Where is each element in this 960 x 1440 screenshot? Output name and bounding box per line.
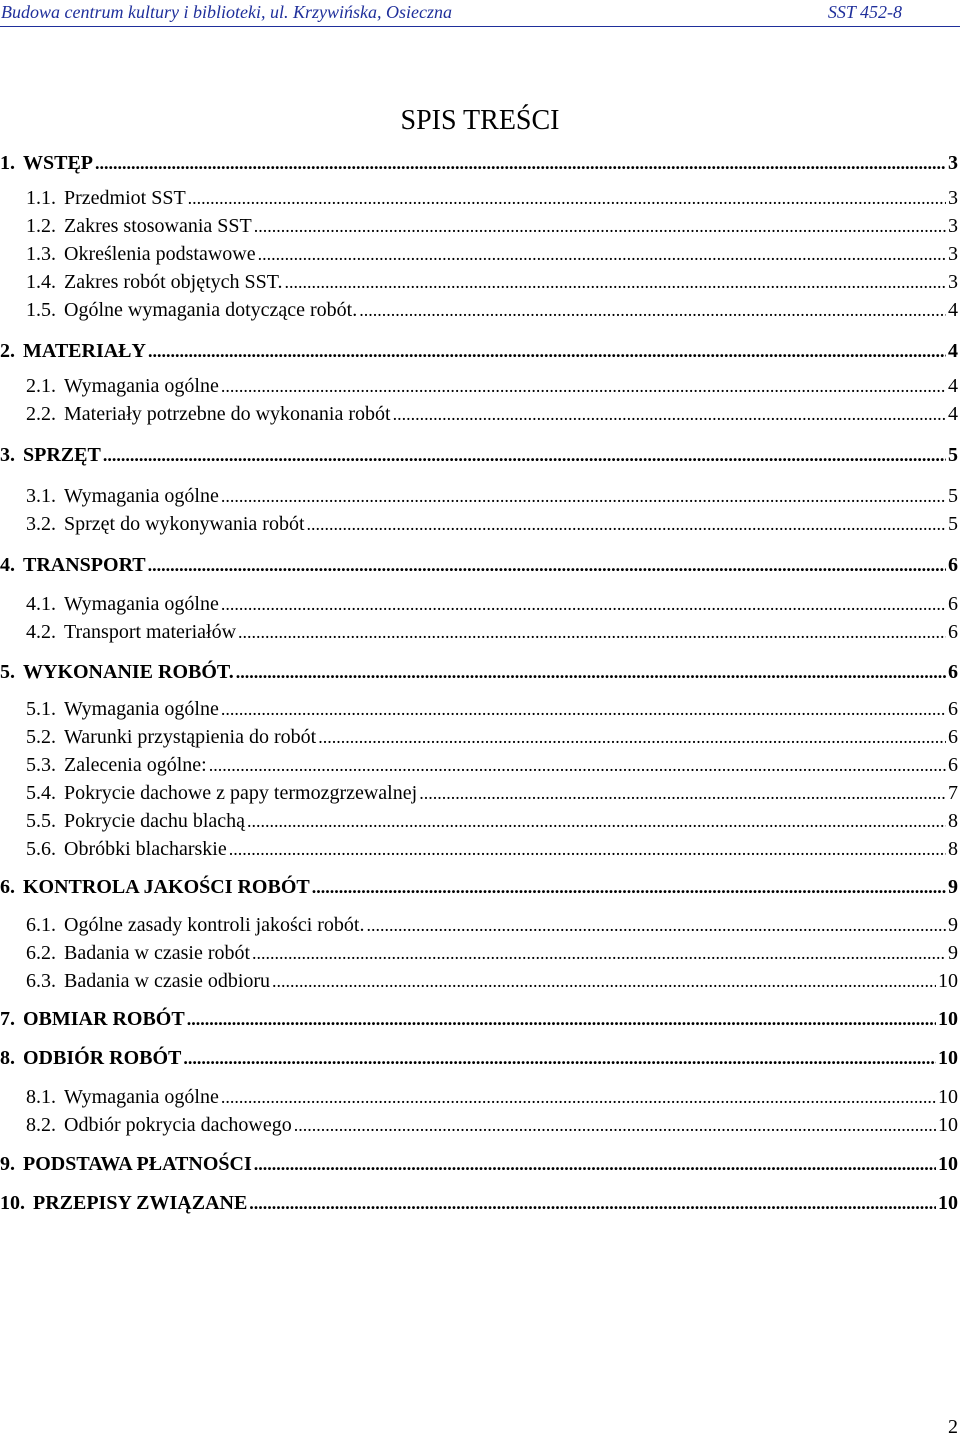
dot-leader <box>249 1189 936 1217</box>
toc-entry-number: 5.4. <box>26 782 56 804</box>
toc-entry-page: 4 <box>948 299 958 321</box>
toc-entry-page: 10 <box>938 1192 958 1214</box>
toc-subsection-entry[interactable] <box>0 911 958 939</box>
toc-entry-page: 10 <box>938 1008 958 1030</box>
toc-entry-number: 2. <box>0 340 15 362</box>
toc-entry-page: 6 <box>948 754 958 776</box>
toc-entry-number: 6.3. <box>26 970 56 992</box>
toc-entry-page: 9 <box>948 942 958 964</box>
toc-entry-number: 4. <box>0 554 15 576</box>
toc-entry-number: 5.6. <box>26 838 56 860</box>
toc-entry-number: 2.1. <box>26 375 56 397</box>
toc-subsection-entry[interactable] <box>0 184 958 212</box>
toc-entry-page: 4 <box>948 375 958 397</box>
toc-entry-number: 6.1. <box>26 914 56 936</box>
toc-subsection-entry[interactable] <box>0 835 958 863</box>
dot-leader <box>221 1083 936 1111</box>
dot-leader <box>188 184 946 212</box>
dot-leader <box>221 695 946 723</box>
toc-entry-number: 1.1. <box>26 187 56 209</box>
dot-leader <box>258 240 946 268</box>
toc-entry-label: SPRZĘT <box>23 444 101 466</box>
dot-leader <box>312 873 946 901</box>
toc-entry-number: 1. <box>0 152 15 174</box>
toc-entry-label: Warunki przystąpienia do robót <box>64 726 317 748</box>
toc-entry-page: 6 <box>948 621 958 643</box>
toc-subsection-entry[interactable] <box>0 240 958 268</box>
toc-entry-label: Odbiór pokrycia dachowego <box>64 1114 292 1136</box>
toc-subsection-entry[interactable] <box>0 400 958 428</box>
dot-leader <box>359 296 946 324</box>
toc-subsection-entry[interactable] <box>0 807 958 835</box>
toc-entry-label: Badania w czasie odbioru <box>64 970 271 992</box>
toc-entry-label: Transport materiałów <box>64 621 237 643</box>
toc-entry-page: 6 <box>948 593 958 615</box>
toc-subsection-entry[interactable] <box>0 1111 958 1139</box>
toc-subsection-entry[interactable] <box>0 939 958 967</box>
toc-entry-page: 6 <box>948 698 958 720</box>
toc-subsection-entry[interactable] <box>0 695 958 723</box>
toc-subsection-entry[interactable] <box>0 482 958 510</box>
toc-entry-label: Pokrycie dachowe z papy termozgrzewalnej <box>64 782 418 804</box>
toc-entry-label: WSTĘP <box>23 152 94 174</box>
toc-entry-page: 9 <box>948 876 958 898</box>
toc-entry-page: 3 <box>948 215 958 237</box>
toc-entry-label: KONTROLA JAKOŚCI ROBÓT <box>23 876 310 898</box>
toc-entry-number: 1.2. <box>26 215 56 237</box>
toc-section-entry[interactable] <box>0 1005 958 1033</box>
dot-leader <box>247 807 946 835</box>
toc-entry-number: 3. <box>0 444 15 466</box>
toc-entry-number: 9. <box>0 1153 15 1175</box>
toc-entry-page: 10 <box>938 1047 958 1069</box>
toc-entry-label: Przedmiot SST <box>64 187 186 209</box>
toc-entry-label: Pokrycie dachu blachą <box>64 810 246 832</box>
toc-entry-page: 9 <box>948 914 958 936</box>
toc-entry-page: 10 <box>938 1114 958 1136</box>
header-document-title: Budowa centrum kultury i biblioteki, ul. Krzywińska, Osieczna <box>1 2 452 22</box>
toc-entry-label: OBMIAR ROBÓT <box>23 1008 185 1030</box>
toc-entry-label: Materiały potrzebne do wykonania robót <box>64 403 391 425</box>
toc-entry-label: TRANSPORT <box>23 554 146 576</box>
toc-entry-label: ODBIÓR ROBÓT <box>23 1047 182 1069</box>
toc-entry-number: 5.1. <box>26 698 56 720</box>
toc-section-entry[interactable] <box>0 551 958 579</box>
dot-leader <box>229 835 946 863</box>
toc-section-entry[interactable] <box>0 441 958 469</box>
toc-section-entry[interactable] <box>0 337 958 365</box>
dot-leader <box>183 1044 936 1072</box>
toc-entry-page: 5 <box>948 485 958 507</box>
toc-entry-number: 5. <box>0 661 15 683</box>
dot-leader <box>95 149 946 177</box>
toc-entry-page: 5 <box>948 444 958 466</box>
toc-entry-page: 8 <box>948 838 958 860</box>
toc-entry-label: Wymagania ogólne <box>64 375 219 397</box>
toc-subsection-entry[interactable] <box>0 779 958 807</box>
toc-entry-page: 7 <box>948 782 958 804</box>
toc-entry-number: 5.2. <box>26 726 56 748</box>
dot-leader <box>221 372 946 400</box>
dot-leader <box>209 751 946 779</box>
toc-subsection-entry[interactable] <box>0 268 958 296</box>
toc-subsection-entry[interactable] <box>0 751 958 779</box>
toc-entry-page: 6 <box>948 661 958 683</box>
toc-entry-label: Określenia podstawowe <box>64 243 256 265</box>
toc-entry-page: 6 <box>948 554 958 576</box>
toc-entry-page: 5 <box>948 513 958 535</box>
dot-leader <box>419 779 946 807</box>
toc-section-entry[interactable] <box>0 873 958 901</box>
dot-leader <box>252 939 946 967</box>
toc-subsection-entry[interactable] <box>0 723 958 751</box>
toc-entry-number: 5.5. <box>26 810 56 832</box>
toc-entry-number: 10. <box>0 1192 25 1214</box>
toc-section-entry[interactable] <box>0 1044 958 1072</box>
dot-leader <box>221 482 946 510</box>
dot-leader <box>254 1150 936 1178</box>
page-number: 2 <box>948 1416 958 1438</box>
dot-leader <box>148 551 946 579</box>
dot-leader <box>294 1111 936 1139</box>
dot-leader <box>103 441 946 469</box>
toc-entry-number: 8.1. <box>26 1086 56 1108</box>
toc-entry-number: 2.2. <box>26 403 56 425</box>
toc-entry-page: 10 <box>938 1153 958 1175</box>
toc-subsection-entry[interactable] <box>0 618 958 646</box>
toc-subsection-entry[interactable] <box>0 510 958 538</box>
toc-entry-page: 3 <box>948 152 958 174</box>
toc-subsection-entry[interactable] <box>0 296 958 324</box>
toc-entry-label: WYKONANIE ROBÓT. <box>23 661 234 683</box>
toc-entry-label: PRZEPISY ZWIĄZANE <box>33 1192 248 1214</box>
dot-leader <box>318 723 946 751</box>
toc-entry-page: 4 <box>948 340 958 362</box>
dot-leader <box>236 658 946 686</box>
toc-entry-page: 8 <box>948 810 958 832</box>
toc-entry-label: Badania w czasie robót <box>64 942 251 964</box>
toc-entry-label: Wymagania ogólne <box>64 698 219 720</box>
toc-entry-label: Wymagania ogólne <box>64 485 219 507</box>
toc-entry-number: 6.2. <box>26 942 56 964</box>
toc-entry-number: 4.1. <box>26 593 56 615</box>
dot-leader <box>284 268 946 296</box>
header-spec-code: SST 452-8 <box>827 2 902 22</box>
toc-entry-number: 6. <box>0 876 15 898</box>
toc-entry-page: 6 <box>948 726 958 748</box>
toc-subsection-entry[interactable] <box>0 1083 958 1111</box>
header-divider <box>0 26 960 27</box>
toc-entry-number: 5.3. <box>26 754 56 776</box>
toc-entry-label: Ogólne zasady kontroli jakości robót. <box>64 914 365 936</box>
dot-leader <box>187 1005 936 1033</box>
toc-entry-number: 1.4. <box>26 271 56 293</box>
toc-entry-page: 3 <box>948 243 958 265</box>
dot-leader <box>221 590 946 618</box>
toc-entry-label: Wymagania ogólne <box>64 1086 219 1108</box>
toc-subsection-entry[interactable] <box>0 967 958 995</box>
toc-entry-page: 4 <box>948 403 958 425</box>
toc-entry-label: Zakres stosowania SST <box>64 215 252 237</box>
toc-section-entry[interactable] <box>0 1189 958 1217</box>
toc-entry-number: 1.3. <box>26 243 56 265</box>
toc-entry-number: 3.2. <box>26 513 56 535</box>
toc-entry-label: Sprzęt do wykonywania robót <box>64 513 305 535</box>
toc-entry-page: 10 <box>938 970 958 992</box>
toc-entry-label: PODSTAWA PŁATNOŚCI <box>23 1153 252 1175</box>
toc-entry-number: 4.2. <box>26 621 56 643</box>
dot-leader <box>238 618 946 646</box>
dot-leader <box>148 337 946 365</box>
toc-entry-label: Ogólne wymagania dotyczące robót. <box>64 299 358 321</box>
toc-entry-number: 7. <box>0 1008 15 1030</box>
dot-leader <box>393 400 946 428</box>
toc-entry-page: 3 <box>948 187 958 209</box>
toc-section-entry[interactable] <box>0 1150 958 1178</box>
toc-section-entry[interactable] <box>0 149 958 177</box>
toc-section-entry[interactable] <box>0 658 958 686</box>
toc-entry-number: 8.2. <box>26 1114 56 1136</box>
toc-entry-number: 3.1. <box>26 485 56 507</box>
toc-entry-label: Obróbki blacharskie <box>64 838 227 860</box>
dot-leader <box>307 510 946 538</box>
toc-subsection-entry[interactable] <box>0 372 958 400</box>
page-header <box>0 0 960 40</box>
toc-title: SPIS TREŚCI <box>400 105 560 136</box>
toc-entry-label: Zakres robót objętych SST. <box>64 271 283 293</box>
toc-entry-number: 8. <box>0 1047 15 1069</box>
dot-leader <box>272 967 936 995</box>
toc-subsection-entry[interactable] <box>0 212 958 240</box>
toc-subsection-entry[interactable] <box>0 590 958 618</box>
toc-entry-number: 1.5. <box>26 299 56 321</box>
toc-entry-label: MATERIAŁY <box>23 340 146 362</box>
dot-leader <box>254 212 946 240</box>
toc-entry-label: Wymagania ogólne <box>64 593 219 615</box>
dot-leader <box>367 911 947 939</box>
toc-entry-page: 10 <box>938 1086 958 1108</box>
toc-entry-label: Zalecenia ogólne: <box>64 754 207 776</box>
toc-entry-page: 3 <box>948 271 958 293</box>
